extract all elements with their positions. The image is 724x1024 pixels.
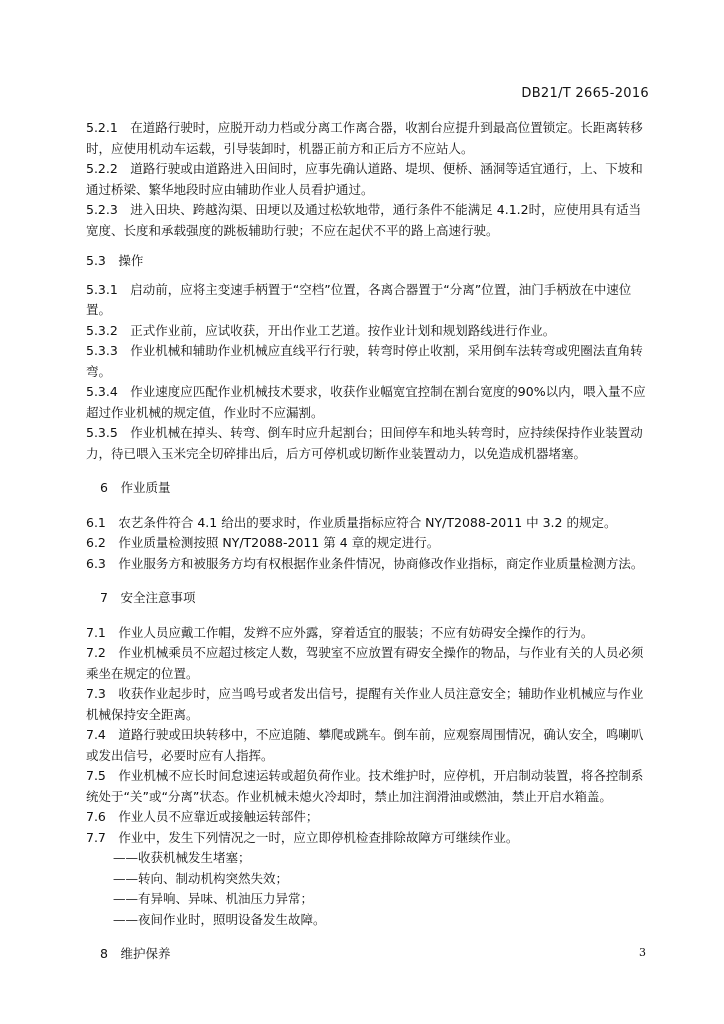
clause-7-4: 7.4 道路行驶或田块转移中，不应追随、攀爬或跳车。倒车前，应观察周围情况，确认安全，鸣喇叭或发出信号，必要时应有人指挥。	[86, 727, 644, 763]
standard-number: DB21/T 2665-2016	[521, 86, 649, 101]
section-heading-8: 8 维护保养	[100, 946, 171, 961]
clause-5-3-1: 5.3.1 启动前，应将主变速手柄置于“空档”位置，各离合器置于“分离”位置，油门手柄放在中速位置。	[86, 281, 632, 317]
list-item: ——夜间作业时，照明设备发生故障。	[113, 911, 326, 927]
document-body	[86, 118, 652, 979]
clause-5-3-4: 5.3.4 作业速度应匹配作业机械技术要求，收获作业幅宽宜控制在割台宽度的90%以内，喂入量不应超过作业机械的规定值，作业时不应漏割。	[86, 384, 646, 420]
clause-6-2: 6.2 作业质量检测按照 NY/T2088-2011 第 4 章的规定进行。	[86, 535, 440, 550]
section-heading-5-3: 5.3 操作	[86, 253, 144, 268]
list-item: ——转向、制动机构突然失效；	[113, 870, 289, 886]
clause-6-1: 6.1 农艺条件符合 4.1 给出的要求时，作业质量指标应符合 NY/T2088-2011 中 3.2 的规定。	[86, 514, 617, 530]
list-item: ——收获机械发生堵塞；	[113, 850, 251, 865]
clause-7-7: 7.7 作业中，发生下列情况之一时，应立即停机检查排除故障方可继续作业。	[86, 829, 519, 845]
clause-7-3: 7.3 收获作业起步时，应当鸣号或者发出信号，提醒有关作业人员注意安全；辅助作业机械应与作业机械保持安全距离。	[86, 686, 644, 722]
clause-5-3-5: 5.3.5 作业机械在掉头、转弯、倒车时应升起割台；田间停车和地头转弯时，应持续保持作业装置动力，待已喂入玉米完全切碎排出后，后方可停机或切断作业装置动力，以免造成机器堵塞。	[86, 425, 643, 461]
page-number: 3	[639, 946, 646, 959]
clause-7-6: 7.6 作业人员不应靠近或接触运转部件；	[86, 809, 319, 824]
list-item: ——有异响、异味、机油压力异常；	[113, 891, 314, 906]
section-heading-6: 6 作业质量	[100, 480, 171, 495]
section-heading-7: 7 安全注意事项	[100, 590, 196, 605]
clause-5-2-1: 5.2.1 在道路行驶时，应脱开动力档或分离工作离合器，收割台应提升到最高位置锁定。长距离转移时，应使用机动车运载，引导装卸时，机器正前方和正后方不应站人。	[86, 120, 643, 156]
clause-6-3: 6.3 作业服务方和被服务方均有权根据作业条件情况，协商修改作业指标，商定作业质量检测方法。	[86, 555, 644, 571]
clause-7-1: 7.1 作业人员应戴工作帽，发辫不应外露，穿着适宜的服装；不应有妨碍安全操作的行为。	[86, 624, 594, 640]
clause-5-2-3: 5.2.3 进入田块、跨越沟渠、田埂以及通过松软地带，通行条件不能满足 4.1.2时，应使用具有适当宽度、长度和承载强度的跳板辅助行驶；不应在起伏不平的路上高速行驶。	[86, 202, 642, 238]
clause-5-3-2: 5.3.2 正式作业前，应试收获，开出作业工艺道。按作业计划和规划路线进行作业。	[86, 322, 556, 338]
clause-7-5: 7.5 作业机械不应长时间怠速运转或超负荷作业。技术维护时，应停机，开启制动装置，将各控制系统处于“关”或“分离”状态。作业机械未熄火冷却时，禁止加注润滑油或燃油，禁止开启水箱盖。	[86, 768, 644, 804]
clause-5-3-3: 5.3.3 作业机械和辅助作业机械应直线平行行驶，转弯时停止收割，采用倒车法转弯或兜圈法直角转弯。	[86, 343, 643, 379]
clause-5-2-2: 5.2.2 道路行驶或由道路进入田间时，应事先确认道路、堤坝、便桥、涵洞等适宜通行，上、下坡和通过桥梁、繁华地段时应由辅助作业人员看护通过。	[86, 161, 643, 197]
clause-7-2: 7.2 作业机械乘员不应超过核定人数，驾驶室不应放置有碍安全操作的物品，与作业有关的人员必须乘坐在规定的位置。	[86, 645, 644, 681]
